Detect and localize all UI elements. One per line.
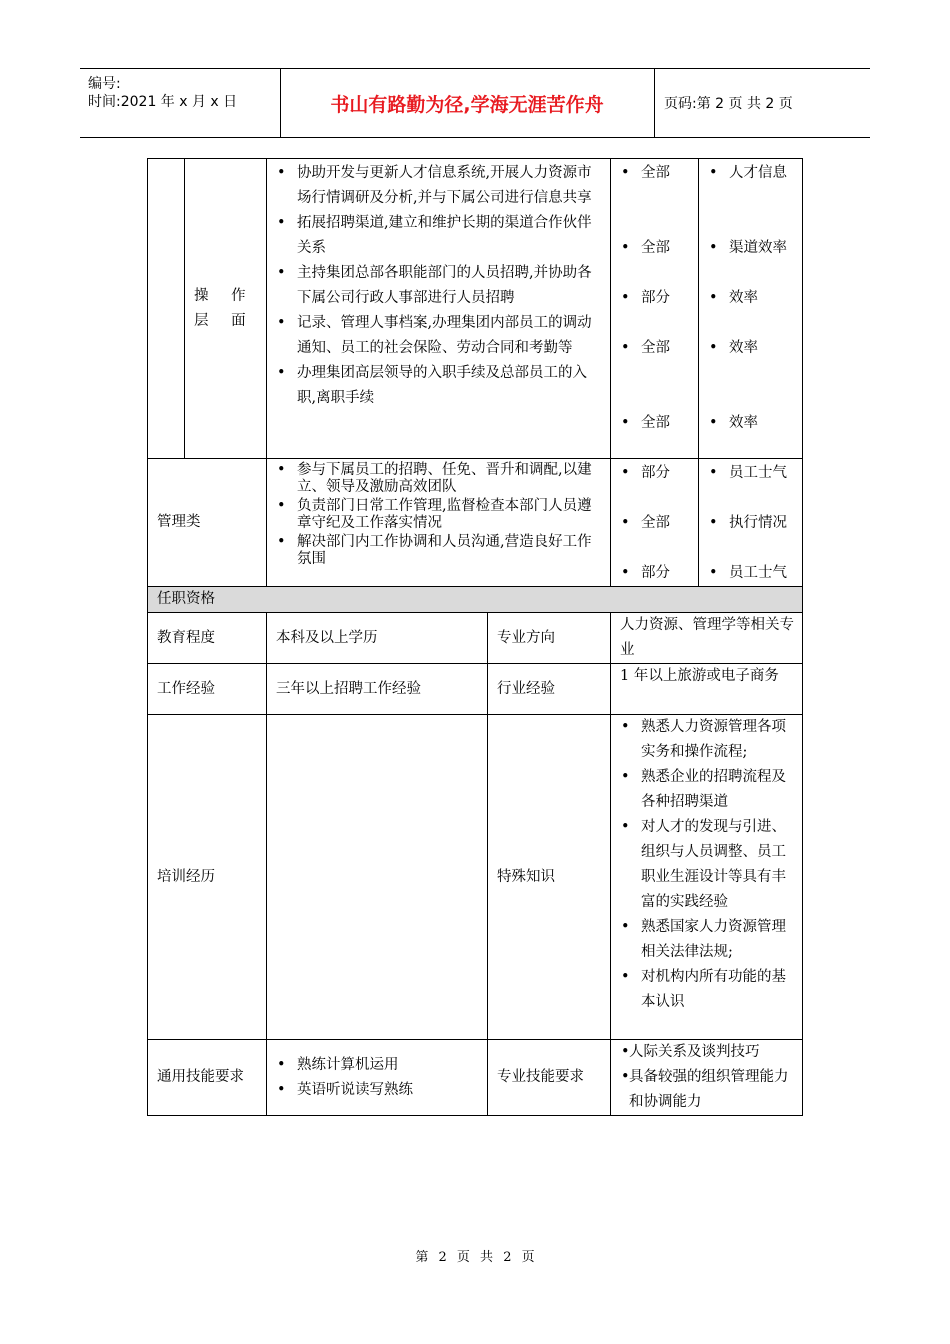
operation-measure bbox=[699, 159, 803, 459]
education-value: 本科及以上学历 bbox=[267, 613, 488, 664]
header-page-info: 页码:第 2 页 共 2 页 bbox=[664, 96, 793, 112]
general-skill-item: • 英语听说读写熟练 bbox=[267, 1078, 487, 1103]
special-knowledge-item: • 对人才的发现与引进、组织与人员调整、员工职业生涯设计等具有丰富的实践经验 bbox=[611, 815, 796, 915]
operation-category: 操 作 层 面 bbox=[185, 159, 267, 459]
experience-row bbox=[148, 664, 803, 715]
experience-label: 工作经验 bbox=[148, 664, 267, 715]
experience-value: 三年以上招聘工作经验 bbox=[267, 664, 488, 715]
special-knowledge-item: • 熟悉企业的招聘流程及各种招聘渠道 bbox=[611, 765, 796, 815]
pro-skills-list bbox=[611, 1040, 803, 1116]
page-header bbox=[80, 68, 870, 138]
management-scope bbox=[611, 459, 699, 587]
document-time: 时间:2021 年 x 月 x 日 bbox=[88, 94, 238, 110]
section-title: 任职资格 bbox=[148, 587, 803, 613]
duty-item: • 负责部门日常工作管理,监督检查本部门人员遵章守纪及工作落实情况 bbox=[267, 498, 602, 532]
industry-value: 1 年以上旅游或电子商务 bbox=[611, 664, 803, 715]
duty-item: • 拓展招聘渠道,建立和维护长期的渠道合作伙伴关系 bbox=[267, 211, 596, 261]
page-footer: 第 2 页 共 2 页 bbox=[415, 1250, 535, 1265]
operation-scope bbox=[611, 159, 699, 459]
management-row bbox=[148, 459, 803, 587]
pro-skill-item: • 具备较强的组织管理能力和协调能力 bbox=[611, 1065, 796, 1115]
pro-skills-label: 专业技能要求 bbox=[488, 1040, 611, 1116]
category-spacer bbox=[148, 159, 185, 459]
duty-item: • 协助开发与更新人才信息系统,开展人力资源市场行情调研及分析,并与下属公司进行信息共享 bbox=[267, 161, 596, 211]
measure-item: • 效率 bbox=[699, 411, 802, 436]
measure-item: • 员工士气 bbox=[699, 461, 802, 511]
skills-row bbox=[148, 1040, 803, 1116]
scope-item: • 全部 bbox=[611, 236, 698, 286]
major-label: 专业方向 bbox=[488, 613, 611, 664]
measure-item: • 效率 bbox=[699, 336, 802, 411]
industry-label: 行业经验 bbox=[488, 664, 611, 715]
header-meta bbox=[80, 69, 280, 137]
measure-item: • 效率 bbox=[699, 286, 802, 336]
general-skill-item: • 熟练计算机运用 bbox=[267, 1053, 487, 1078]
operation-row bbox=[148, 159, 803, 459]
header-divider bbox=[654, 69, 655, 137]
measure-item: • 渠道效率 bbox=[699, 236, 802, 286]
scope-item: • 全部 bbox=[611, 336, 698, 411]
measure-item: • 执行情况 bbox=[699, 511, 802, 561]
measure-item: • 员工士气 bbox=[699, 561, 802, 586]
operation-duties bbox=[267, 159, 611, 459]
management-measure bbox=[699, 459, 803, 587]
duty-item: • 参与下属员工的招聘、任免、晋升和调配,以建立、领导及激励高效团队 bbox=[267, 462, 602, 496]
scope-item: • 全部 bbox=[611, 511, 698, 561]
duty-item: • 记录、管理人事档案,办理集团内部员工的调动通知、员工的社会保险、劳动合同和考勤等 bbox=[267, 311, 596, 361]
education-label: 教育程度 bbox=[148, 613, 267, 664]
duty-item: • 办理集团高层领导的入职手续及总部员工的入职,离职手续 bbox=[267, 361, 596, 411]
training-value bbox=[267, 715, 488, 1040]
management-category: 管理类 bbox=[148, 459, 267, 587]
pro-skill-item: • 人际关系及谈判技巧 bbox=[611, 1040, 796, 1065]
special-knowledge-label: 特殊知识 bbox=[488, 715, 611, 1040]
general-skills-list bbox=[267, 1040, 488, 1116]
header-motto: 书山有路勤为径,学海无涯苦作舟 bbox=[330, 93, 604, 116]
measure-item: • 人才信息 bbox=[699, 161, 802, 236]
scope-item: • 部分 bbox=[611, 461, 698, 511]
job-description-table bbox=[147, 158, 803, 1116]
scope-item: • 部分 bbox=[611, 561, 698, 586]
duty-item: • 主持集团总部各职能部门的人员招聘,并协助各下属公司行政人事部进行人员招聘 bbox=[267, 261, 596, 311]
qualifications-section-row bbox=[148, 587, 803, 613]
major-value: 人力资源、管理学等相关专业 bbox=[611, 613, 803, 664]
education-row bbox=[148, 613, 803, 664]
scope-item: • 全部 bbox=[611, 161, 698, 236]
special-knowledge-item: • 熟悉国家人力资源管理相关法律法规; bbox=[611, 915, 796, 965]
document-number: 编号: bbox=[88, 76, 121, 92]
scope-item: • 全部 bbox=[611, 411, 698, 436]
special-knowledge-item: • 熟悉人力资源管理各项实务和操作流程; bbox=[611, 715, 796, 765]
scope-item: • 部分 bbox=[611, 286, 698, 336]
general-skills-label: 通用技能要求 bbox=[148, 1040, 267, 1116]
special-knowledge-list bbox=[611, 715, 803, 1040]
duty-item: • 解决部门内工作协调和人员沟通,营造良好工作氛围 bbox=[267, 534, 602, 568]
training-row bbox=[148, 715, 803, 1040]
training-label: 培训经历 bbox=[148, 715, 267, 1040]
special-knowledge-item: • 对机构内所有功能的基本认识 bbox=[611, 965, 796, 1015]
management-duties bbox=[267, 459, 611, 587]
